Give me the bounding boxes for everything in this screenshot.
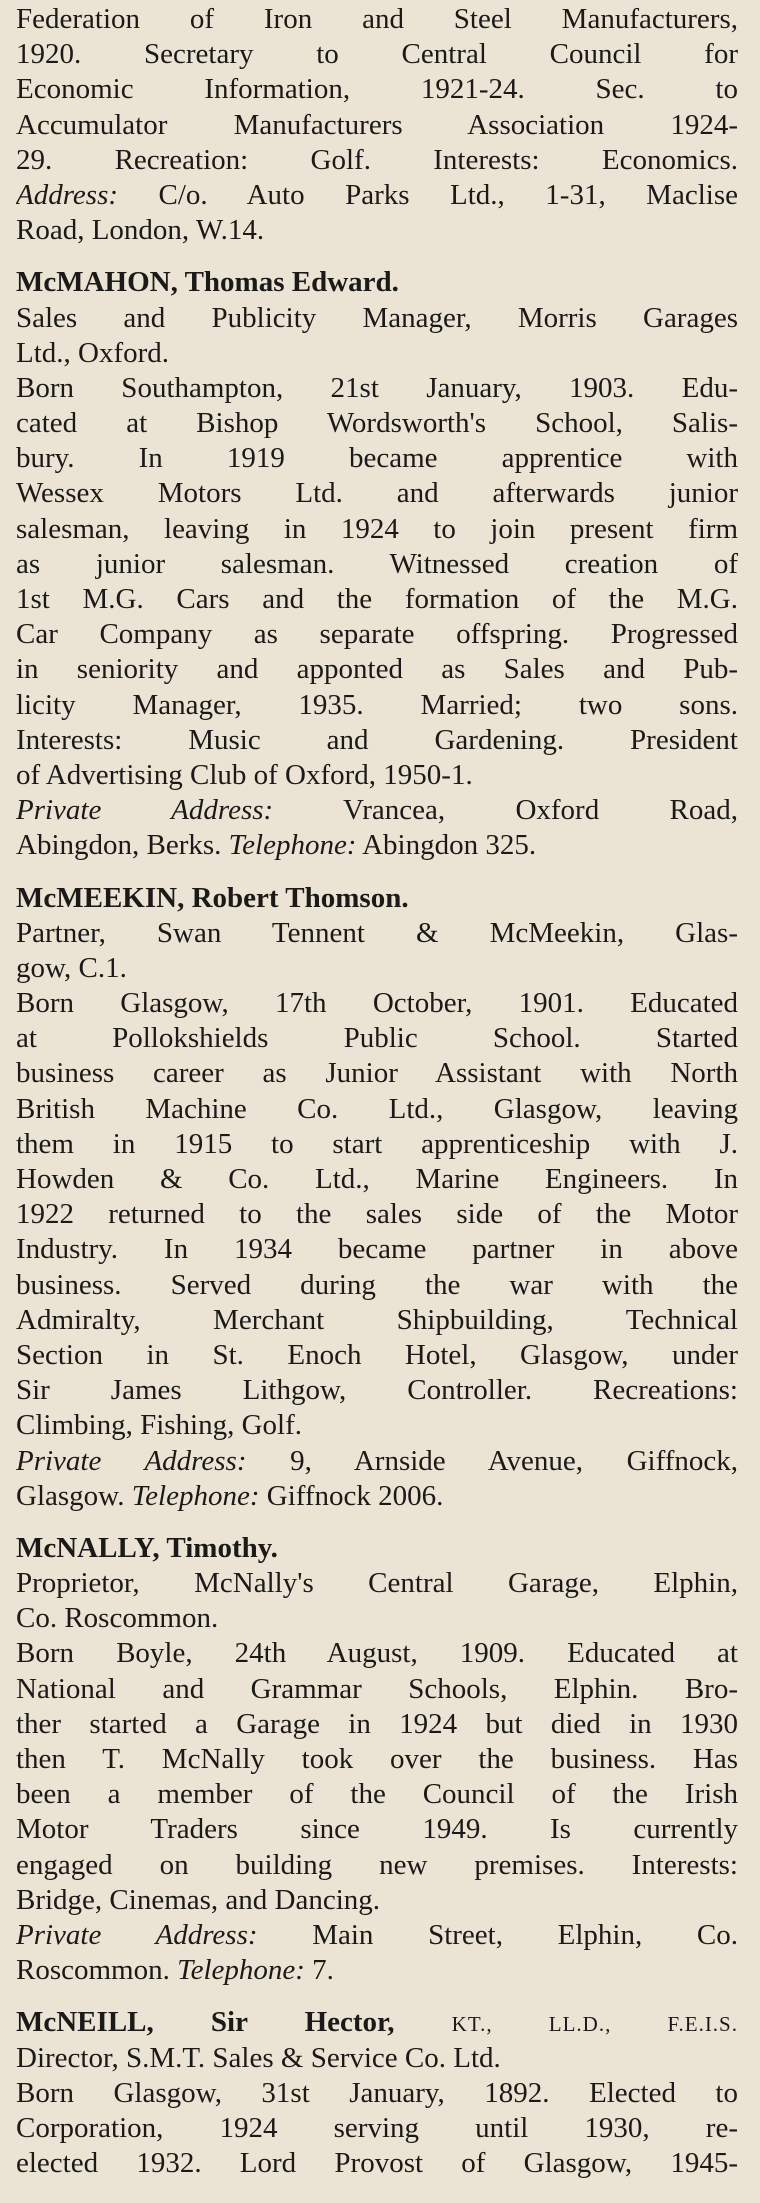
directory-entry: [16, 265, 738, 863]
text-segment: Co. Roscommon.: [16, 1602, 219, 1635]
text-line: [16, 178, 738, 213]
text-segment: Proprietor, McNally's Central Garage, Elphin,: [16, 1567, 738, 1600]
text-segment: bury. In 1919 became apprentice with: [16, 442, 738, 475]
text-line: [16, 986, 738, 1021]
text-line: [16, 1601, 738, 1636]
directory-entry: [16, 1531, 738, 1988]
text-segment: National and Grammar Schools, Elphin. Bro-: [16, 1672, 738, 1705]
text-line: [16, 301, 738, 336]
text-line: [16, 1742, 738, 1777]
text-segment: Car Company as separate offspring. Progressed: [16, 618, 738, 651]
entry-continuation: [16, 2, 738, 248]
text-segment: of Advertising Club of Oxford, 1950-1.: [16, 758, 473, 791]
text-line: [16, 213, 738, 248]
entry-heading: [16, 265, 738, 300]
text-segment: business. Served during the war with the: [16, 1268, 738, 1301]
text-line: [16, 547, 738, 582]
text-line: [16, 2041, 738, 2076]
text-segment: 9, Arnside Avenue, Giffnock,: [246, 1444, 738, 1477]
text-segment: Roscommon.: [16, 1954, 178, 1987]
italic-label: Private Address:: [16, 1444, 247, 1477]
text-segment: elected 1932. Lord Provost of Glasgow, 1945-: [16, 2147, 738, 2180]
text-line: [16, 1812, 738, 1847]
text-segment: Sales and Publicity Manager, Morris Garages: [16, 301, 738, 334]
entry-heading: [16, 1531, 738, 1566]
text-line: [16, 143, 738, 178]
text-segment: Born Southampton, 21st January, 1903. Edu-: [16, 371, 738, 404]
text-segment: then T. McNally took over the business. Has: [16, 1743, 738, 1775]
italic-label: Telephone:: [177, 1954, 305, 1987]
text-line: [16, 1021, 738, 1056]
text-segment: Giffnock 2006.: [259, 1479, 444, 1512]
text-segment: Industry. In 1934 became partner in above: [16, 1233, 738, 1266]
text-line: [16, 1636, 738, 1671]
text-line: [16, 1127, 738, 1162]
text-segment: licity Manager, 1935. Married; two sons.: [16, 688, 738, 721]
text-segment: gow, C.1.: [16, 951, 127, 984]
text-line: [16, 1918, 738, 1953]
text-segment: salesman, leaving in 1924 to join present firm: [16, 512, 738, 545]
directory-entry: [16, 2005, 738, 2181]
text-segment: Federation of Iron and Steel Manufacturers,: [16, 3, 738, 35]
text-line: [16, 476, 738, 511]
directory-entry: [16, 881, 738, 1514]
text-line: [16, 1848, 738, 1883]
text-segment: in seniority and apponted as Sales and Pub-: [16, 653, 738, 686]
text-segment: them in 1915 to start apprenticeship with J.: [16, 1127, 738, 1160]
text-line: [16, 652, 738, 687]
text-line: [16, 1566, 738, 1601]
text-segment: British Machine Co. Ltd., Glasgow, leaving: [16, 1092, 738, 1125]
text-line: [16, 916, 738, 951]
entry-name: McNALLY, Timothy.: [16, 1531, 278, 1564]
text-line: [16, 1338, 738, 1373]
text-line: [16, 793, 738, 828]
text-segment: Interests: Music and Gardening. President: [16, 723, 738, 756]
text-line: [16, 758, 738, 793]
italic-label: Private Address:: [16, 1918, 258, 1951]
text-line: [16, 1197, 738, 1232]
text-line: [16, 336, 738, 371]
text-line: [16, 1408, 738, 1443]
text-segment: Howden & Co. Ltd., Marine Engineers. In: [16, 1163, 738, 1195]
text-line: [16, 441, 738, 476]
text-line: [16, 1479, 738, 1514]
text-segment: Accumulator Manufacturers Association 1924-: [16, 108, 738, 141]
text-line: [16, 1953, 738, 1988]
text-segment: Glasgow.: [16, 1479, 132, 1512]
text-line: [16, 1268, 738, 1303]
text-line: [16, 2, 738, 37]
text-segment: 1922 returned to the sales side of the Motor: [16, 1198, 738, 1231]
entry-name: McNEILL, Sir Hector,: [16, 2006, 395, 2039]
text-segment: 1st M.G. Cars and the formation of the M.G.: [16, 583, 738, 615]
text-segment: ther started a Garage in 1924 but died in 1930: [16, 1707, 738, 1740]
text-line: [16, 723, 738, 758]
text-line: [16, 2076, 738, 2111]
text-line: [16, 1444, 738, 1479]
text-segment: Section in St. Enoch Hotel, Glasgow, under: [16, 1338, 738, 1371]
text-segment: Sir James Lithgow, Controller. Recreations:: [16, 1374, 738, 1407]
text-line: [16, 1056, 738, 1091]
entry-heading: [16, 881, 738, 916]
text-line: [16, 371, 738, 406]
entry-name: McMEEKIN, Robert Thomson.: [16, 881, 409, 914]
text-segment: C/o. Auto Parks Ltd., 1-31, Maclise: [118, 178, 738, 211]
text-line: [16, 828, 738, 863]
italic-label: Address:: [16, 178, 119, 211]
entry-heading: [16, 2005, 738, 2040]
text-line: [16, 1707, 738, 1742]
entry-honours: KT., LL.D., F.E.I.S.: [451, 2012, 738, 2037]
text-segment: Admiralty, Merchant Shipbuilding, Technical: [16, 1303, 738, 1336]
text-segment: Economic Information, 1921-24. Sec. to: [16, 73, 738, 106]
text-line: [16, 617, 738, 652]
text-line: [16, 37, 738, 72]
text-line: [16, 951, 738, 986]
text-line: [16, 72, 738, 107]
text-segment: as junior salesman. Witnessed creation of: [16, 547, 738, 580]
text-segment: Ltd., Oxford.: [16, 336, 170, 369]
text-line: [16, 1232, 738, 1267]
text-segment: Director, S.M.T. Sales & Service Co. Ltd.: [16, 2041, 501, 2074]
text-line: [16, 1162, 738, 1197]
text-segment: Born Glasgow, 17th October, 1901. Educated: [16, 987, 738, 1020]
text-line: [16, 688, 738, 723]
italic-label: Private Address:: [16, 794, 274, 827]
text-segment: Wessex Motors Ltd. and afterwards junior: [16, 477, 738, 510]
text-segment: Climbing, Fishing, Golf.: [16, 1409, 303, 1442]
text-line: [16, 2111, 738, 2146]
text-segment: business career as Junior Assistant with North: [16, 1057, 738, 1090]
text-line: [16, 1883, 738, 1918]
text-segment: 29. Recreation: Golf. Interests: Economics.: [16, 143, 738, 176]
text-segment: Born Glasgow, 31st January, 1892. Elected to: [16, 2076, 738, 2109]
text-segment: Born Boyle, 24th August, 1909. Educated at: [16, 1637, 738, 1670]
text-line: [16, 512, 738, 547]
text-segment: been a member of the Council of the Irish: [16, 1778, 738, 1811]
text-line: [16, 582, 738, 617]
text-line: [16, 1092, 738, 1127]
italic-label: Telephone:: [131, 1479, 260, 1512]
text-segment: Partner, Swan Tennent & McMeekin, Glas-: [16, 916, 738, 949]
text-line: [16, 108, 738, 143]
text-segment: Vrancea, Oxford Road,: [273, 794, 738, 827]
text-line: [16, 1672, 738, 1707]
text-segment: Motor Traders since 1949. Is currently: [16, 1813, 738, 1846]
italic-label: Telephone:: [228, 829, 357, 862]
text-segment: engaged on building new premises. Interests:: [16, 1848, 738, 1881]
text-segment: cated at Bishop Wordsworth's School, Salis-: [16, 407, 738, 440]
text-segment: Road, London, W.14.: [16, 214, 265, 247]
text-line: [16, 1303, 738, 1338]
text-segment: Corporation, 1924 serving until 1930, re-: [16, 2111, 738, 2144]
text-line: [16, 1777, 738, 1812]
entry-name: McMAHON, Thomas Edward.: [16, 266, 399, 299]
text-line: [16, 1373, 738, 1408]
text-segment: Abingdon, Berks.: [16, 829, 229, 862]
text-segment: at Pollokshields Public School. Started: [16, 1022, 738, 1055]
text-line: [16, 2146, 738, 2181]
text-segment: 1920. Secretary to Central Council for: [16, 38, 738, 71]
text-segment: 7.: [304, 1954, 334, 1987]
text-segment: Main Street, Elphin, Co.: [257, 1918, 738, 1951]
text-line: [16, 406, 738, 441]
text-segment: Abingdon 325.: [356, 829, 537, 862]
text-segment: Bridge, Cinemas, and Dancing.: [16, 1883, 381, 1916]
